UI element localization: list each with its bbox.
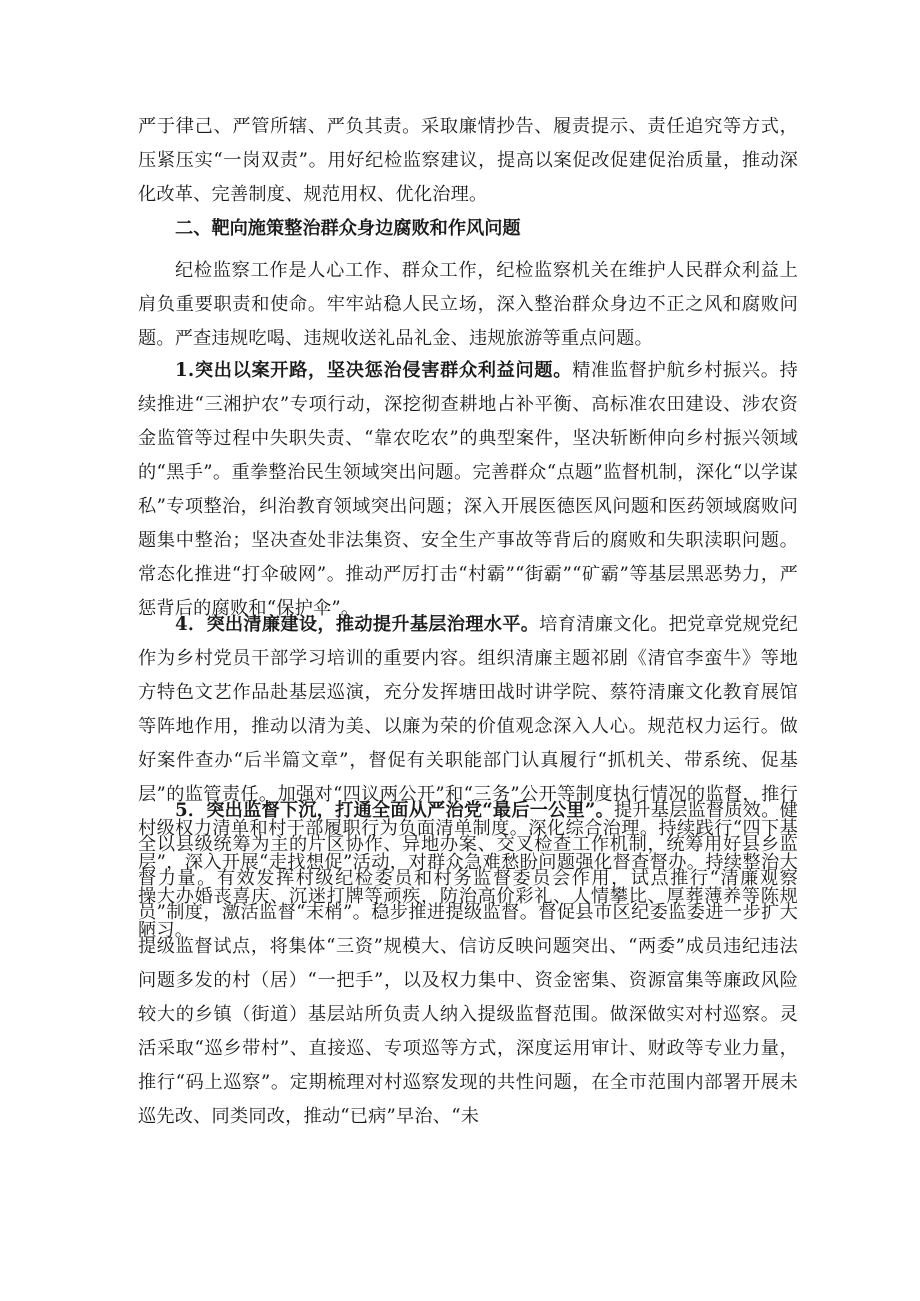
item-paragraph xyxy=(138,354,798,626)
item-lead: 4．突出清廉建设，推动提升基层治理水平。 xyxy=(175,614,540,635)
section-intro-paragraph: 纪检监察工作是人心工作、群众工作，纪检监察机关在维护人民群众利益上肩负重要职责和使命。牢牢站稳人民立场，深入整治群众身边不正之风和腐败问题。严查违规吃喝、违规收送礼品礼金、违规旅游等重点问题。 xyxy=(138,260,798,349)
item-lead: 1.突出以案开路，坚决惩治侵害群众利益问题。 xyxy=(175,360,573,381)
item-body: 培育清廉文化。把党章党规党纪作为乡村党员干部学习培训的重要内容。组织清廉主题祁剧《清官李蛮牛》等地方特色文艺作品赴基层巡演，充分发挥塘田战时讲学院、蔡符清廉文化教育展馆等阵地作用，推动以清为美、以廉为荣的价值观念深入人心。规范权力运行。做好案件查办“后半篇文章”，督促有关职能部门认真履行“抓机关、带系统、促基层”的监管责任。加强对“四议两公开”和“三务”公开等制度执行情况的监督，推行村级权力清单和村干部履职行为负面清单制度。深化综合治理。持续践行“四下基层”，深入开展“走找想促”活动，对群众急难愁盼问题强化督查督办。持续整治大操大办婚丧喜庆、沉迷打牌等顽疾，防治高价彩礼、人情攀比、厚葬薄养等陈规陋习。 xyxy=(138,614,798,941)
section-heading: 二、靶向施策整治群众身边腐败和作风问题 xyxy=(175,218,521,239)
item-body: 提升基层监督质效。健全以县级统筹为主的片区协作、异地办案、交叉检查工作机制，统筹用好县乡监督力量。有效发挥村级纪检委员和村务监督委员会作用，试点推行“清廉观察员”制度，激活监督“末梢”。稳步推进提级监督。督促县市区纪委监委进一步扩大提级监督试点，将集体“三资”规模大、信访反映问题突出、“两委”成员违纪违法问题多发的村（居）“一把手”，以及权力集中、资金密集、资源富集等廉政风险较大的乡镇（街道）基层站所负责人纳入提级监督范围。做深做实对村巡察。灵活采取“巡乡带村”、直接巡、专项巡等方式，深度运用审计、财政等专业力量，推行“码上巡察”。定期梳理对村巡察发现的共性问题，在全市范围内部署开展未巡先改、同类同改，推动“已病”早治、“未 xyxy=(138,800,798,1127)
intro-paragraph: 严于律己、严管所辖、严负其责。采取廉情抄告、履责提示、责任追究等方式，压紧压实“一岗双责”。用好纪检监察建议，提高以案促改促建促治质量，推动深化改革、完善制度、规范用权、优化治理。 xyxy=(138,116,798,205)
item-lead: 5．突出监督下沉，打通全面从严治党“最后一公里”。 xyxy=(175,800,614,821)
item-paragraph xyxy=(138,794,798,1134)
item-body: 精准监督护航乡村振兴。持续推进“三湘护农”专项行动，深挖彻查耕地占补平衡、高标准农田建设、涉农资金监管等过程中失职失责、“靠农吃农”的典型案件，坚决斩断伸向乡村振兴领域的“黑手”。重拳整治民生领域突出问题。完善群众“点题”监督机制，深化“以学谋私”专项整治，纠治教育领域突出问题；深入开展医德医风问题和医药领域腐败问题集中整治；坚决查处非法集资、安全生产事故等背后的腐败和失职渎职问题。常态化推进“打伞破网”。推动严厉打击“村霸”“街霸”“矿霸”等基层黑恶势力，严惩背后的腐败和“保护伞”。 xyxy=(138,360,799,619)
